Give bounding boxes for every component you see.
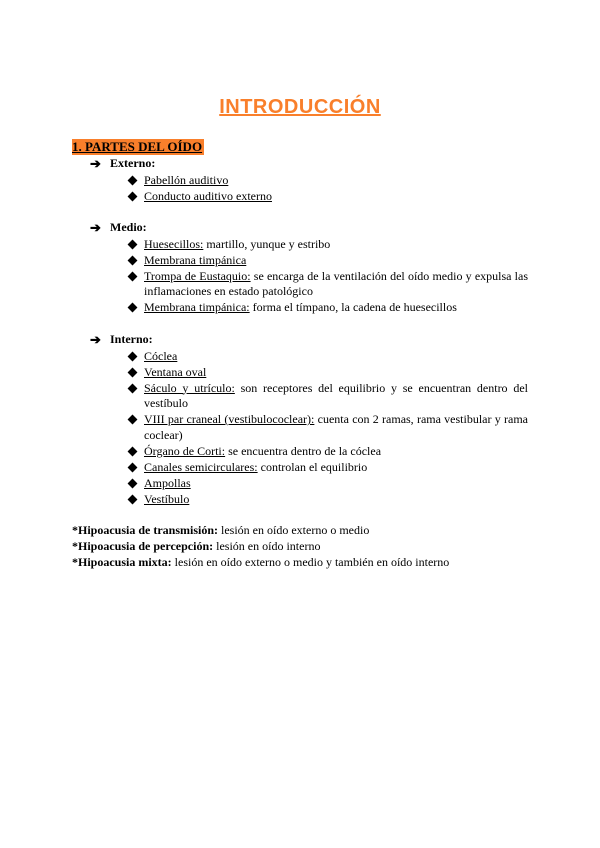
list-item — [72, 253, 528, 269]
diamond-bullet-icon — [128, 255, 138, 265]
list-item — [72, 237, 528, 253]
diamond-bullet-icon — [128, 351, 138, 361]
list-item — [72, 365, 528, 381]
list-item — [72, 349, 528, 365]
diamond-bullet-icon — [128, 271, 138, 281]
item-term: Canales semicirculares: — [144, 459, 258, 474]
item-text: se encarga de la ventilación del oído medio y expulsa las inflamaciones en estado patológico — [144, 268, 528, 298]
diamond-bullet-icon — [128, 367, 138, 377]
arrow-right-icon: ➔ — [90, 332, 101, 347]
diamond-bullet-icon — [128, 415, 138, 425]
diamond-bullet-icon — [128, 462, 138, 472]
diamond-bullet-icon — [128, 383, 138, 393]
list-item — [72, 444, 528, 460]
list-item — [72, 300, 528, 316]
section-heading: 1. PARTES DEL OÍDO — [72, 139, 203, 154]
group-label: Medio: — [110, 220, 147, 234]
item-text: controlan el equilibrio — [257, 459, 368, 474]
item-text: cuenta con 2 ramas, rama vestibular y rama coclear) — [144, 412, 529, 442]
item-term: Vestíbulo — [144, 491, 190, 506]
item-term: Pabellón auditivo — [144, 172, 229, 187]
note-text: lesión en oído externo o medio y también en oído interno — [171, 555, 450, 569]
diamond-bullet-icon — [128, 191, 138, 201]
item-term: Sáculo y utrículo: — [144, 380, 235, 395]
note-label: *Hipoacusia mixta: — [72, 555, 172, 569]
item-term: Ventana oval — [144, 364, 207, 379]
arrow-right-icon: ➔ — [90, 220, 101, 235]
item-text: forma el tímpano, la cadena de huesecillos — [249, 300, 457, 314]
diamond-bullet-icon — [128, 303, 138, 313]
group-externo — [72, 156, 528, 205]
item-term: Membrana timpánica: — [144, 300, 250, 314]
note-line — [72, 522, 449, 538]
item-text: martillo, yunque y estribo — [203, 236, 331, 251]
group-label: Interno: — [110, 332, 153, 346]
item-text: son receptores del equilibrio y se encuentran dentro del vestíbulo — [144, 380, 528, 410]
diamond-bullet-icon — [128, 494, 138, 504]
note-line — [72, 554, 449, 570]
list-item — [72, 476, 528, 492]
item-term: Huesecillos: — [144, 236, 204, 251]
note-text: lesión en oído interno — [213, 539, 321, 553]
note-text: lesión en oído externo o medio — [218, 523, 370, 537]
list-item — [72, 460, 528, 476]
group-medio — [72, 220, 528, 316]
diamond-bullet-icon — [128, 175, 138, 185]
arrow-right-icon: ➔ — [90, 156, 101, 171]
list-item — [72, 412, 528, 443]
item-term: Cóclea — [144, 348, 178, 363]
diamond-bullet-icon — [128, 446, 138, 456]
group-label: Externo: — [110, 156, 156, 170]
item-term: Membrana timpánica — [144, 252, 247, 267]
diamond-bullet-icon — [128, 478, 138, 488]
diamond-bullet-icon — [128, 239, 138, 249]
note-line — [72, 538, 449, 554]
note-label: *Hipoacusia de transmisión: — [72, 523, 219, 537]
page-title: INTRODUCCIÓN — [219, 96, 381, 118]
item-text: se encuentra dentro de la cóclea — [225, 443, 382, 458]
item-term: Ampollas — [144, 475, 191, 490]
list-item — [72, 381, 528, 412]
group-interno — [72, 332, 528, 508]
list-item — [72, 189, 528, 205]
item-term: Conducto auditivo externo — [144, 188, 272, 203]
notes — [72, 522, 449, 570]
list-item — [72, 492, 528, 508]
item-term: Órgano de Corti: — [144, 443, 226, 458]
note-label: *Hipoacusia de percepción: — [72, 539, 214, 553]
list-item — [72, 173, 528, 189]
item-term: Trompa de Eustaquio: — [144, 268, 251, 283]
item-term: VIII par craneal (vestibulococlear): — [144, 412, 315, 426]
list-item — [72, 269, 528, 300]
